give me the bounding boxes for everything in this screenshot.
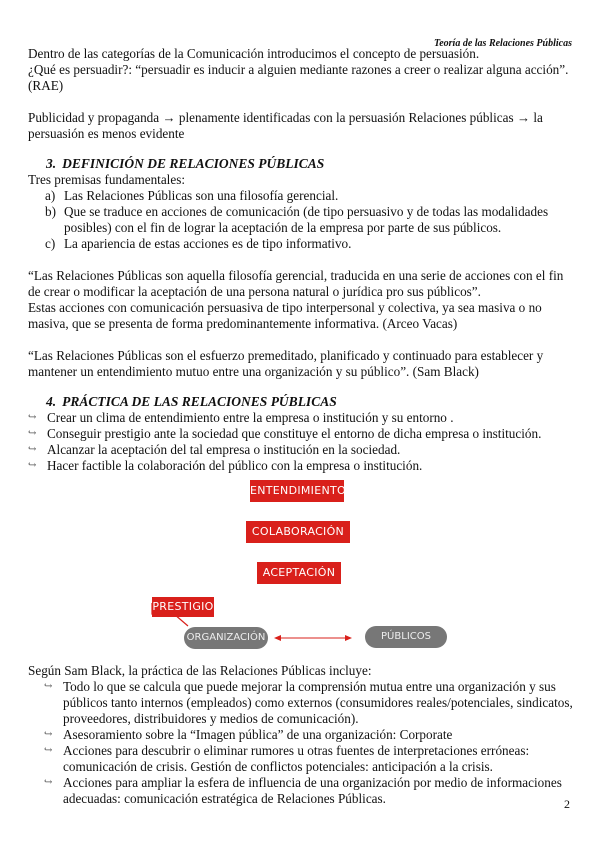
aceptacion-box: ACEPTACIÓN [257,562,341,584]
list-item-text: La apariencia de estas acciones es de tipo informativo. [64,236,352,251]
page-number: 2 [564,797,570,811]
organizacion-pill: ORGANIZACIÓN [184,627,268,649]
list-item-text: Conseguir prestigio ante la sociedad que constituye el entorno de dicha empresa o institución. [47,426,542,441]
quote-arceo-vacas: “Las Relaciones Públicas son aquella filosofía gerencial, traducida en una serie de acciones con el fin de crear o modificar la aceptación de una persona natural o jurídica pro sus públicos”. [28,268,564,299]
sam-black-list [28,679,574,807]
list-item [44,743,574,775]
arrow-right-icon [345,635,352,641]
arrow-bullet-icon: ↪ [28,444,37,455]
section-3-heading [46,156,574,172]
prestigio-box: PRESTIGIO [152,597,214,617]
list-item [28,458,574,474]
arrow-bullet-icon: ↪ [44,729,53,740]
list-marker: c) [45,236,56,251]
section-4-heading [46,394,574,410]
arrow-bullet-icon: ↪ [44,745,53,756]
section-3-title: DEFINICIÓN DE RELACIONES PÚBLICAS [62,156,325,171]
arrow-bullet-icon: ↪ [28,412,37,423]
practice-list [28,410,574,474]
arrow-bullet-icon: ↪ [28,460,37,471]
list-item-text: Asesoramiento sobre la “Imagen pública” de una organización: Corporate [63,727,453,742]
intro-paragraph-3: Publicidad y propaganda → plenamente identificadas con la persuasión Relaciones públicas → la persuasión es menos evidente [28,110,543,141]
list-item-text: Alcanzar la aceptación del tal empresa o institución en la sociedad. [47,442,401,457]
list-item [44,727,574,743]
section-4-number: 4. [46,394,57,409]
list-marker: a) [45,188,56,203]
quote-arceo-vacas-cont: Estas acciones con comunicación persuasiva de tipo interpersonal y colectiva, ya sea masiva o no masiva, que se presenta de forma predominantemente informativa. (Arceo Vacas) [28,300,542,331]
arrow-bullet-icon: ↪ [44,681,53,692]
intro-paragraph-1: Dentro de las categorías de la Comunicación introducimos el concepto de persuasión. [28,46,480,61]
list-item [28,442,574,458]
list-item-text: Acciones para descubrir o eliminar rumores u otras fuentes de interpretaciones erróneas: comunicación de crisis. Gestión de conflictos potenciales: anticipación a la crisis. [63,743,530,774]
document-body [28,46,574,807]
list-item-text: Las Relaciones Públicas son una filosofía gerencial. [64,188,339,203]
premises-list [28,188,574,252]
colaboracion-box: COLABORACIÓN [246,521,350,543]
section-4-title: PRÁCTICA DE LAS RELACIONES PÚBLICAS [62,394,337,409]
list-item-text: Que se traduce en acciones de comunicación (de tipo persuasivo y de todas las modalidades posibles) con el fin de lograr la aceptación de la empresa por parte de sus públicos. [64,204,549,235]
list-item [45,204,574,236]
publicos-pill: PÚBLICOS [365,626,447,648]
list-marker: b) [45,204,56,219]
entendimiento-box: ENTENDIMIENTO [250,480,344,502]
list-item [28,410,574,426]
list-item-text: Crear un clima de entendimiento entre la empresa o institución y su entorno . [47,410,454,425]
intro-paragraph-2: ¿Qué es persuadir?: “persuadir es inducir a alguien mediante razones a creer o realizar alguna acción”. (RAE) [28,62,569,93]
prestigio-connector [152,603,188,626]
relations-diagram [28,478,574,663]
quote-sam-black: “Las Relaciones Públicas son el esfuerzo premeditado, planificado y continuado para establecer y mantener un entendimiento mutuo entre una organización y su público”. (Sam Black) [28,348,544,379]
section-3-number: 3. [46,156,57,171]
list-item [28,426,574,442]
list-item-text: Todo lo que se calcula que puede mejorar la comprensión mutua entre una organización y sus públicos tanto internos (empleados) como externos (consumidores reales/potenciales, sindicatos, proveedores, distribuidores y medios de comunicación). [63,679,573,726]
arrow-left-icon [274,635,281,641]
diagram-connectors [28,478,574,663]
arrow-bullet-icon: ↪ [44,777,53,788]
list-item-text: Hacer factible la colaboración del público con la empresa o institución. [47,458,423,473]
arrow-bullet-icon: ↪ [28,428,37,439]
section-4-lead: Según Sam Black, la práctica de las Relaciones Públicas incluye: [28,663,372,678]
list-item [44,775,574,807]
list-item [44,679,574,727]
list-item [45,236,574,252]
list-item [45,188,574,204]
section-3-lead: Tres premisas fundamentales: [28,172,186,187]
list-item-text: Acciones para ampliar la esfera de influencia de una organización por medio de informaciones adecuadas: comunicación estratégica de Relaciones Públicas. [63,775,562,806]
running-header: Teoría de las Relaciones Públicas [434,38,572,49]
